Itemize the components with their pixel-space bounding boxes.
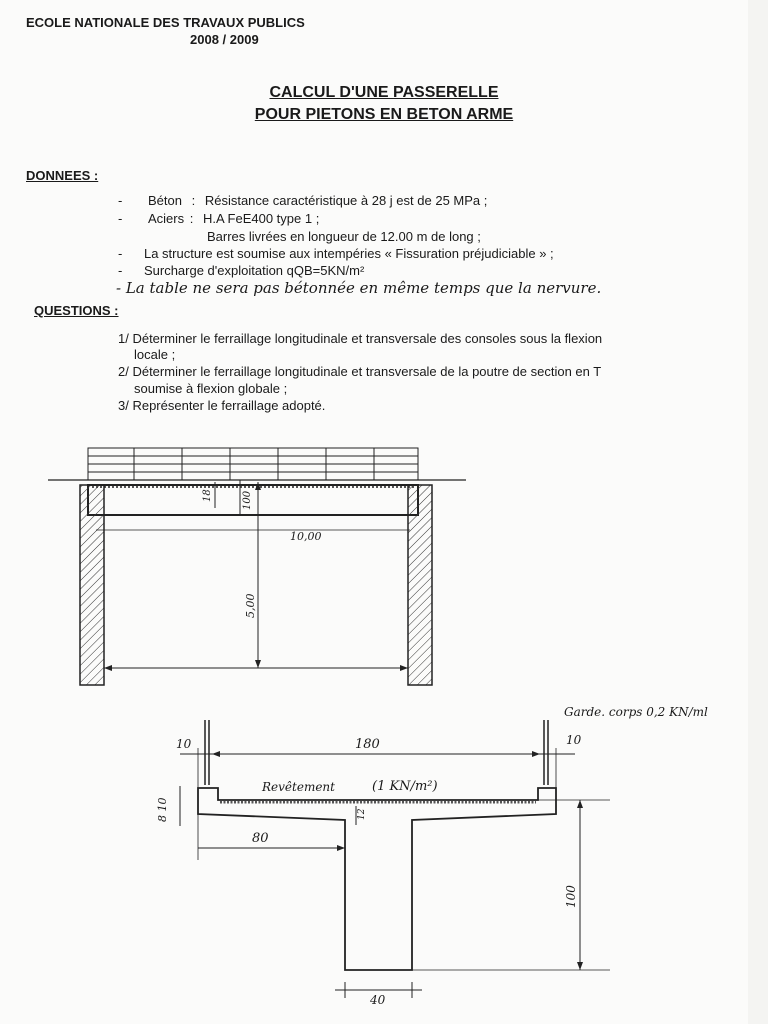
dim-deck-100: 100	[242, 490, 253, 510]
deck-beam	[88, 485, 418, 515]
dim-height: 5,00	[244, 593, 257, 618]
doc-title-line1: CALCUL D'UNE PASSERELLE	[269, 84, 499, 101]
question-2: 2/ Déterminer le ferraillage longitudinale et transversale de la poutre de section en T	[118, 364, 602, 379]
handwritten-note: - La table ne sera pas bétonnée en même temps que la nervure.	[116, 279, 602, 297]
dim-right-edge: 10	[566, 733, 582, 747]
dim-cantilever: 80	[252, 831, 269, 846]
questions-heading: QUESTIONS :	[34, 303, 119, 318]
school-name: ECOLE NATIONALE DES TRAVAUX PUBLICS	[26, 15, 305, 30]
railing	[88, 448, 418, 480]
guardrail-note: Garde. corps 0,2 KN/ml	[564, 705, 708, 719]
dim-curb: 8 10	[156, 797, 169, 822]
dim-width: 180	[355, 737, 380, 752]
left-abutment	[80, 485, 104, 685]
dim-span: 10,00	[290, 530, 322, 543]
question-2-cont: soumise à flexion globale ;	[134, 381, 288, 396]
question-1-cont: locale ;	[134, 347, 176, 362]
dim-slab-18: 18	[202, 489, 213, 502]
data-line-surcharge: - Surcharge d'exploitation qQB=5KN/m²	[118, 263, 365, 278]
data-line-structure: - La structure est soumise aux intempéries « Fissuration préjudiciable » ;	[118, 246, 554, 261]
guardrail-posts	[205, 720, 548, 785]
question-1: 1/ Déterminer le ferraillage longitudinale et transversale des consoles sous la flexion	[118, 331, 603, 346]
revetement-label: Revêtement	[262, 780, 335, 794]
data-line-barres: Barres livrées en longueur de 12.00 m de long ;	[207, 229, 481, 244]
t-beam-outline	[198, 788, 556, 970]
question-3: 3/ Représenter le ferraillage adopté.	[118, 398, 326, 413]
dim-slab-12: 12	[357, 808, 367, 820]
dim-depth: 100	[564, 885, 578, 908]
right-abutment	[408, 485, 432, 685]
t-beam-section-drawing	[0, 690, 748, 1020]
donnees-heading: DONNEES :	[26, 168, 99, 183]
school-year: 2008 / 2009	[190, 32, 259, 47]
dim-web: 40	[370, 993, 386, 1007]
revetement-load: (1 KN/m²)	[372, 779, 438, 794]
dim-left-edge: 10	[176, 737, 192, 751]
data-line-beton: - Béton : Résistance caractéristique à 28 j est de 25 MPa ;	[118, 193, 488, 208]
bridge-elevation-drawing	[0, 440, 748, 690]
doc-title-line2: POUR PIETONS EN BETON ARME	[254, 106, 514, 123]
data-line-aciers: - Aciers : H.A FeE400 type 1 ;	[118, 211, 320, 226]
